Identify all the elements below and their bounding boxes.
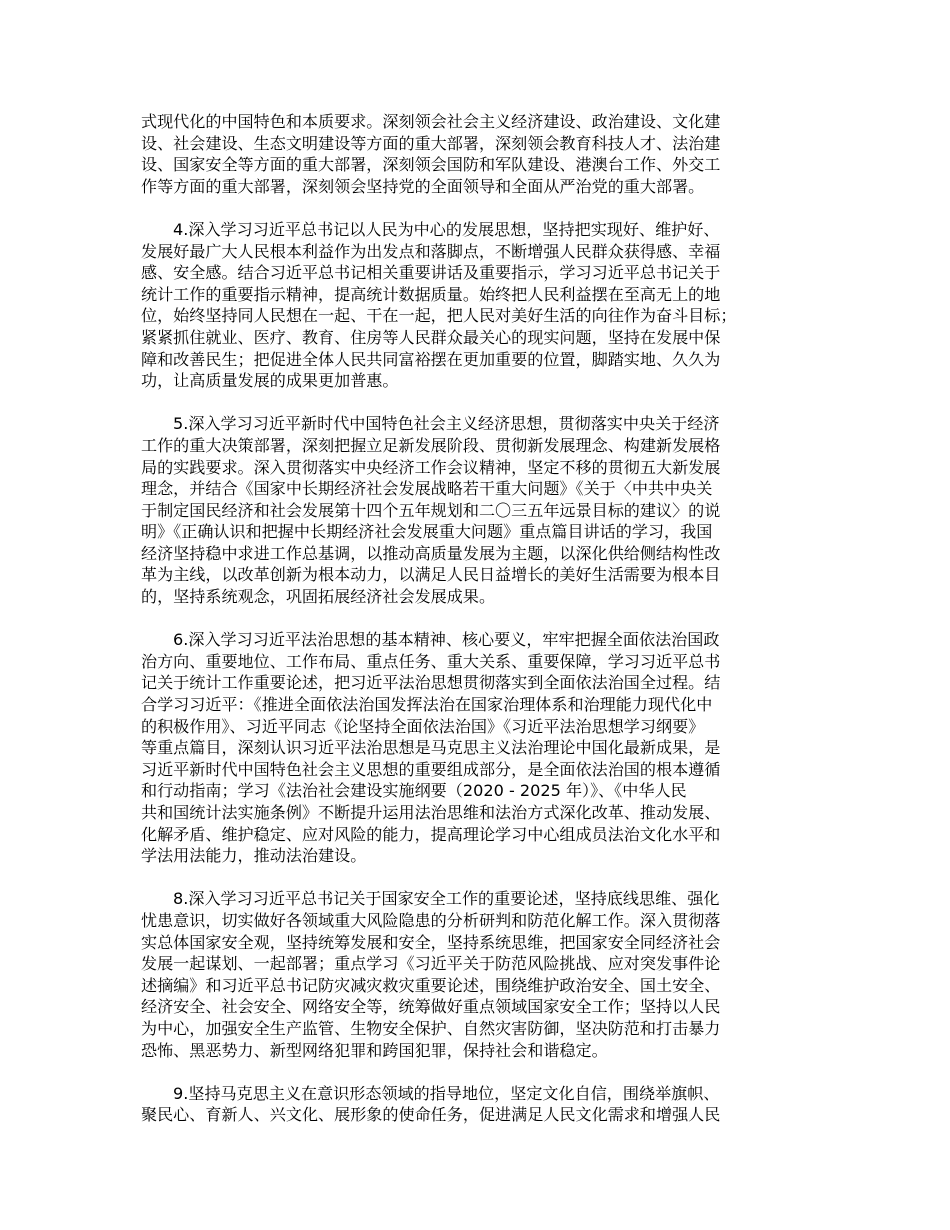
text-line: 5.深入学习习近平新时代中国特色社会主义经济思想，贯彻落实中央关于经济 — [173, 414, 720, 434]
text-line: 紧紧抓住就业、医疗、教育、住房等人民群众最关心的现实问题，坚持在发展中保 — [141, 327, 721, 347]
text-line: 学法用法能力，推动法治建设。 — [141, 846, 367, 866]
text-line: 9.坚持马克思主义在意识形态领域的指导地位，坚定文化自信，围绕举旗帜、 — [173, 1083, 720, 1103]
text-line: 式现代化的中国特色和本质要求。深刻领会社会主义经济建设、政治建设、文化建 — [141, 112, 721, 131]
text-line: 障和改善民生；把促进全体人民共同富裕摆在更加重要的位置，脚踏实地、久久为 — [141, 349, 721, 369]
text-line: 聚民心、育新人、兴文化、展形象的使命任务，促进满足人民文化需求和增强人民 — [141, 1105, 721, 1125]
paragraph — [141, 413, 827, 607]
text-line: 的，坚持系统观念，巩固拓展经济社会发展成果。 — [141, 587, 496, 607]
text-line: 忧患意识，切实做好各领域重大风险隐患的分析研判和防范化解工作。深入贯彻落 — [141, 910, 721, 930]
text-line: 化解矛盾、维护稳定、应对风险的能力，提高理论学习中心组成员法治文化水平和 — [141, 824, 721, 844]
text-line: 的积极作用》、习近平同志《论坚持全面依法治国》《习近平法治思想学习纲要》 — [141, 716, 705, 736]
text-line: 工作的重大决策部署，深刻把握立足新发展阶段、贯彻新发展理念、构建新发展格 — [141, 435, 721, 455]
text-line: 统计工作的重要指示精神，提高统计数据质量。始终把人民利益摆在至高无上的地 — [141, 284, 721, 304]
text-line: 等重点篇目，深刻认识习近平法治思想是马克思主义法治理论中国化最新成果，是 — [141, 738, 721, 758]
text-line: 作等方面的重大部署，深刻领会坚持党的全面领导和全面从严治党的重大部署。 — [141, 176, 705, 196]
text-line: 设、社会建设、生态文明建设等方面的重大部署，深刻领会教育科技人才、法治建 — [141, 133, 721, 153]
text-line: 明》《正确认识和把握中长期经济社会发展重大问题》重点篇目讲话的学习，我国 — [141, 522, 713, 542]
text-line: 革为主线，以改革创新为根本动力，以满足人民日益增长的美好生活需要为根本目 — [141, 565, 721, 585]
text-line: 共和国统计法实施条例》不断提升运用法治思维和法治方式深化改革、推动发展、 — [141, 803, 721, 822]
text-line: 6.深入学习习近平法治思想的基本精神、核心要义，牢牢把握全面依法治国政 — [173, 630, 720, 650]
text-line: 位，始终坚持同人民想在一起、干在一起，把人民对美好生活的向往作为奋斗目标； — [141, 306, 737, 326]
paragraph — [141, 888, 827, 1061]
text-line: 记关于统计工作重要论述，把习近平法治思想贯彻落实到全面依法治国全过程。结 — [141, 673, 721, 693]
text-line: 治方向、重要地位、工作布局、重点任务、重大关系、重要保障，学习习近平总书 — [141, 651, 721, 671]
text-line: 习近平新时代中国特色社会主义思想的重要组成部分，是全面依法治国的根本遵循 — [141, 759, 721, 779]
document-page — [141, 111, 827, 1148]
text-line: 实总体国家安全观，坚持统筹发展和安全，坚持系统思维，把国家安全同经济社会 — [141, 932, 721, 952]
text-line: 局的实践要求。深入贯彻落实中央经济工作会议精神，坚定不移的贯彻五大新发展 — [141, 457, 721, 477]
text-line: 于制定国民经济和社会发展第十四个五年规划和二〇三五年远景目标的建议〉的说 — [141, 500, 721, 520]
text-line: 发展好最广大人民根本利益作为出发点和落脚点，不断增强人民群众获得感、幸福 — [141, 241, 721, 261]
paragraph — [141, 1083, 827, 1126]
text-line: 理念，并结合《国家中长期经济社会发展战略若干重大问题》《关于〈中共中央关 — [141, 479, 713, 499]
text-line: 设、国家安全等方面的重大部署，深刻领会国防和军队建设、港澳台工作、外交工 — [141, 155, 721, 175]
paragraph — [141, 629, 827, 867]
text-line: 感、安全感。结合习近平总书记相关重要讲话及重要指示，学习习近平总书记关于 — [141, 263, 721, 283]
text-line: 合学习习近平：《推进全面依法治国发挥法治在国家治理体系和治理能力现代化中 — [141, 695, 713, 715]
text-line: 和行动指南；学习《法治社会建设实施纲要（2020 - 2025 年）》、《中华人民 — [141, 781, 687, 801]
text-line: 发展一起谋划、一起部署；重点学习《习近平关于防范风险挑战、应对突发事件论 — [141, 954, 721, 974]
text-line: 经济安全、社会安全、网络安全等，统筹做好重点领域国家安全工作；坚持以人民 — [141, 997, 721, 1017]
text-line: 恐怖、黑恶势力、新型网络犯罪和跨国犯罪，保持社会和谐稳定。 — [141, 1040, 608, 1060]
text-line: 功，让高质量发展的成果更加普惠。 — [141, 371, 399, 391]
text-line: 为中心，加强安全生产监管、生物安全保护、自然灾害防御，坚决防范和打击暴力 — [141, 1018, 721, 1038]
text-line: 4.深入学习习近平总书记以人民为中心的发展思想，坚持把实现好、维护好、 — [173, 219, 720, 239]
text-line: 经济坚持稳中求进工作总基调，以推动高质量发展为主题，以深化供给侧结构性改 — [141, 543, 721, 563]
paragraph — [141, 111, 827, 197]
text-line: 述摘编》和习近平总书记防灾减灾救灾重要论述，围绕维护政治安全、国土安全、 — [141, 975, 721, 995]
paragraph — [141, 219, 827, 392]
text-line: 8.深入学习习近平总书记关于国家安全工作的重要论述，坚持底线思维、强化 — [173, 889, 720, 909]
